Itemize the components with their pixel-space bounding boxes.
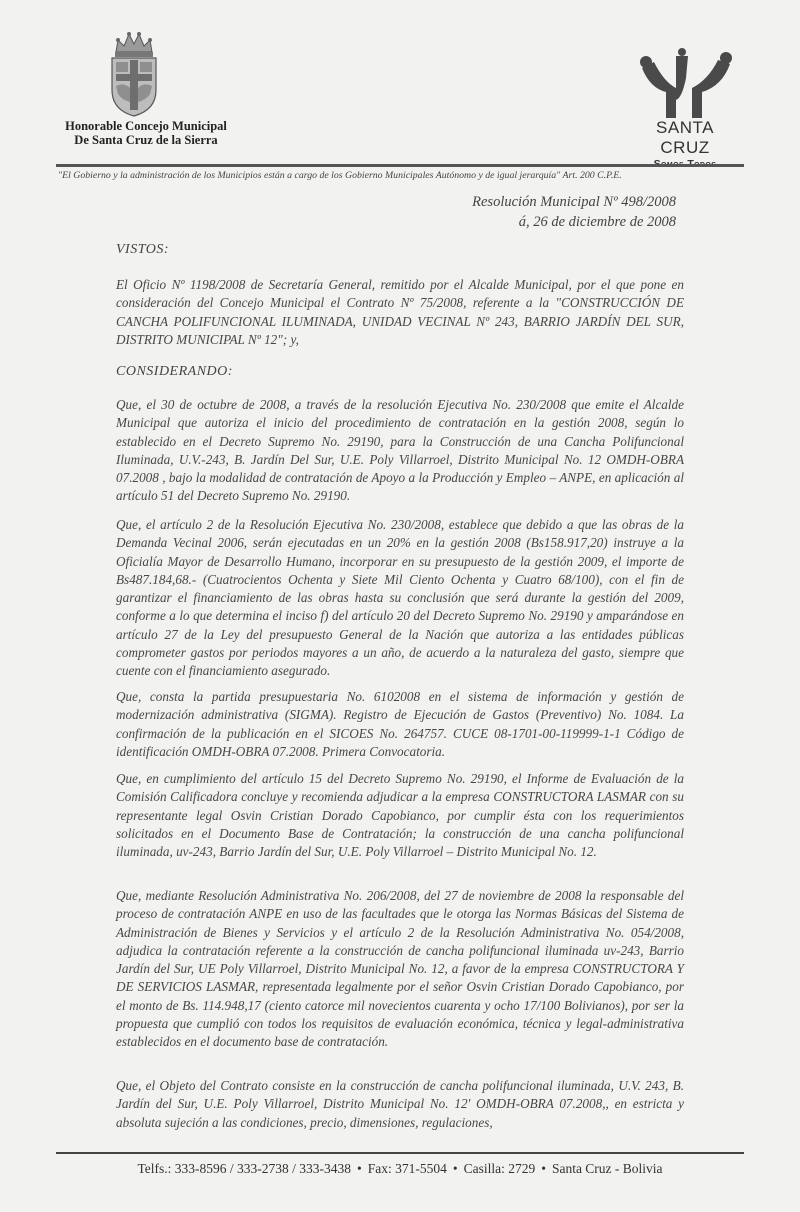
footer-fax: Fax: 371-5504 (367, 1161, 447, 1176)
section-considerando: CONSIDERANDO: (116, 364, 233, 379)
org-name-line1: Honorable Concejo Municipal (65, 119, 227, 133)
paragraph-considerando-4: Que, en cumplimiento del artículo 15 del Decreto Supremo No. 29190, el Informe de Evaluación de la Comisión Calificadora concluye y recomienda adjudicar a la empresa CONSTRUCTORA LASMAR con su representante legal Osvin Cristian Dorado Capobianco, por cumplir ésta con los requerimientos solicitados en el Documento Base de Contratación; la construcción de una cancha polifuncional iluminada, uv-243, Barrio Jardín del Sur, U.E. Poly Villarroel – Distrito Municipal No. 12. (116, 771, 684, 860)
bullet-separator: • (452, 1161, 458, 1176)
bullet-separator: • (356, 1161, 362, 1176)
header-divider (56, 164, 744, 167)
resolution-date: á, 26 de diciembre de 2008 (518, 214, 676, 230)
coat-of-arms-logo (104, 30, 164, 118)
org-name-line2: De Santa Cruz de la Sierra (74, 133, 218, 147)
brand-block (630, 118, 740, 170)
paragraph-considerando-2: Que, el artículo 2 de la Resolución Ejecutiva No. 230/2008, establece que debido a que las obras de la Demanda Vecinal 2006, serán ejecutadas en un 20% en la gestión 2008 (Bs158.917,20) instruye a la Oficialía Mayor de Desarrollo Humano, incorporar en su presupuesto de la gestión 2009, el importe de Bs487.184,68.- (Cuatrocientos Ochenta y Siete Mil Ciento Ochenta y Cuatro 68/100), con el fin de garantizar el financiamiento de las obras hasta su conclusión que será durante la gestión del 2009, conforme a lo que determina el inciso f) del artículo 20 del Decreto Supremo No. 29190 y amparándose en artículo 27 de la Ley del presupuesto General de la Nación que autoriza a las entidades públicas comprometer gastos por periodos mayores a un año, de acuerdo a la naturaleza del gasto, siempre que cuente con el financiamiento asegurado. (116, 517, 684, 679)
footer-phones: Telfs.: 333-8596 / 333-2738 / 333-3438 (137, 1161, 351, 1176)
constitution-quote: "El Gobierno y la administración de los Municipios están a cargo de los Gobierno Municipales Autónomo y de igual jerarquía" Art. 200 C.P.E. (58, 170, 622, 181)
resolution-number: Resolución Municipal Nº 498/2008 (472, 194, 676, 210)
paragraph-considerando-3: Que, consta la partida presupuestaria No. 6102008 en el sistema de información y gestión de modernización administrativa (SIGMA). Registro de Ejecución de Gastos (Preventivo) No. 1084. La confirmación de la publicación en el SICOES No. 264757. CUCE 08-1701-00-119999-1-1 Código de identificación OMDH-OBRA 07.2008. Primera Convocatoria. (116, 689, 684, 759)
paragraph-considerando-1: Que, el 30 de octubre de 2008, a través de la resolución Ejecutiva No. 230/2008 que emite el Alcalde Municipal que autoriza el inicio del procedimiento de contratación en la gestión 2008, según lo establecido en el Decreto Supremo No. 29190, para la Construcción de una Cancha Polifuncional Iluminada, U.V.-243, B. Jardín Del Sur, U.E. Poly Villarroel, Distrito Municipal No. 12 OMDH-OBRA 07.2008 , bajo la modalidad de contratación de Apoyo a la Producción y Empleo – ANPE, en aplicación al artículo 51 del Decreto Supremo No. 29190. (116, 397, 684, 504)
paragraph-considerando-6: Que, el Objeto del Contrato consiste en la construcción de cancha polifuncional iluminada, U.V. 243, B. Jardín del Sur, U.E. Poly Villarroel, Distrito Municipal No. 12' OMDH-OBRA 07.2008,, en estricta y absoluta sujeción a las condiciones, precio, dimensiones, regulaciones, (116, 1078, 684, 1130)
brand-name: SANTA CRUZ (656, 118, 714, 157)
paragraph-vistos: El Oficio Nº 1198/2008 de Secretaría General, remitido por el Alcalde Municipal, por el que pone en consideración del Concejo Municipal el Contrato Nº 75/2008, referente a la "CONSTRUCCIÓN DE CANCHA POLIFUNCIONAL ILUMINADA, UNIDAD VECINAL Nº 243, BARRIO JARDÍN DEL SUR, DISTRITO MUNICIPAL Nº 12"; y, (116, 277, 684, 347)
footer-contact (0, 1161, 800, 1177)
bullet-separator: • (541, 1161, 546, 1176)
issuing-council (56, 119, 236, 147)
footer-po-box: Casilla: 2729 (463, 1161, 536, 1176)
section-vistos: VISTOS: (116, 242, 170, 257)
footer-city: Santa Cruz - Bolivia (551, 1161, 663, 1176)
footer-divider (56, 1152, 744, 1154)
santa-cruz-brand-logo (636, 48, 736, 120)
paragraph-considerando-5: Que, mediante Resolución Administrativa No. 206/2008, del 27 de noviembre de 2008 la responsable del proceso de contratación ANPE en uso de las facultades que le otorga las Normas Básicas del Sistema de Administración de Bienes y Servicios y el artículo 2 de la Resolución Administrativa No. 054/2008, adjudica la contratación referente a la construcción de cancha polifuncional iluminada uv-243, Barrio Jardín del Sur, UE Poly Villarroel, Distrito Municipal No. 12, a favor de la empresa CONSTRUCTORA Y DE SERVICIOS LASMAR, representada legalmente por el señor Osvin Cristian Dorado Capobianco, por el monto de Bs. 114.948,17 (ciento catorce mil novecientos cuarenta y ocho 17/100 Bolivianos), por ser la propuesta que cumplió con todos los requisitos de evaluación económica, técnica y legal-administrativa establecidos en el documento base de contratación. (116, 888, 684, 1050)
